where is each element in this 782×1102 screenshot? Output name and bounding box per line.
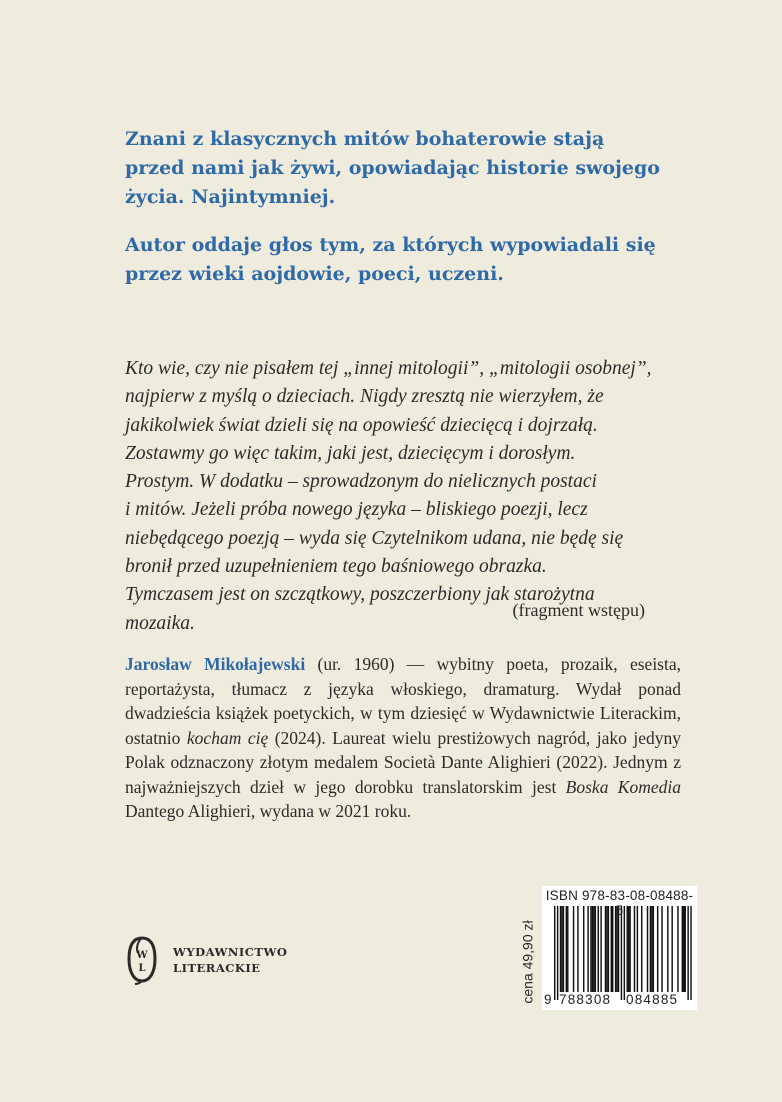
quote-line: i mitów. Jeżeli próba nowego języka – bliskiego poezji, lecz <box>125 499 588 521</box>
barcode-bar <box>677 906 678 992</box>
quote-line: Zostawmy go więc takim, jaki jest, dziecięcym i dorosłym. <box>125 442 576 464</box>
barcode-bar <box>667 906 668 992</box>
barcode-bar <box>616 906 617 992</box>
barcode-bar <box>624 906 625 1000</box>
barcode-bar <box>634 906 635 992</box>
publisher-logo <box>125 935 287 985</box>
barcode-bar <box>600 906 601 992</box>
author-bio <box>125 652 681 824</box>
blurb <box>125 125 665 308</box>
bio-text: (2024). Laureat wielu prestiżowych nagród, jako jedyny Polak odznaczony złotym medalem Società Dante Alighieri (2022). Jednym z najważniejszych dzieł w jego dorobku translatorskim jest <box>125 727 681 797</box>
barcode-bar <box>657 906 658 992</box>
ean-first-digit: 9 <box>544 992 552 1007</box>
barcode-bar <box>566 906 567 992</box>
quote-line: Kto wie, czy nie pisałem tej „innej mitologii”, „mitologii osobnej”, <box>125 358 652 379</box>
book-title: Boska Komedia <box>565 776 681 797</box>
barcode-bar <box>685 906 686 992</box>
barcode-bar <box>628 906 629 992</box>
barcode-bar <box>641 906 642 992</box>
ean-right-group: 084885 <box>626 992 679 1007</box>
barcode-bar <box>595 906 596 992</box>
book-title: kocham cię <box>186 727 269 748</box>
barcode-bar <box>573 906 574 992</box>
barcode-bar <box>583 906 584 992</box>
intro-quote <box>125 355 652 638</box>
quote-source: (fragment wstępu) <box>512 600 645 620</box>
ean-left-group: 788308 <box>559 992 612 1007</box>
barcode-bar <box>647 906 648 992</box>
barcode-bar <box>561 906 562 992</box>
quote-line: Tymczasem jest on szczątkowy, poszczerbiony jak starożytna <box>125 584 595 606</box>
barcode-bar <box>683 906 684 992</box>
barcode-bar <box>629 906 630 992</box>
isbn-number: ISBN 978-83-08-08488-5 <box>545 888 694 918</box>
barcode-bar <box>567 906 568 992</box>
barcode-bar <box>682 906 683 992</box>
barcode-bar <box>606 906 607 992</box>
quote-line: niebędącego poezją – wyda się Czytelnikom udana, nie będę się <box>125 527 624 549</box>
quote-line: bronił przed uzupełnieniem tego baśniowego obrazka. <box>125 556 547 578</box>
publisher-line-1: WYDAWNICTWO <box>173 945 288 959</box>
barcode-bar <box>653 906 654 992</box>
barcode-bar <box>621 906 622 1000</box>
barcode-bar <box>577 906 578 992</box>
author-name: Jarosław Mikołajewski <box>125 654 306 674</box>
quote-line: jakikolwiek świat dzieli się na opowieść dziecięcą i dojrzałą. <box>125 414 598 436</box>
isbn-barcode <box>542 886 697 1010</box>
price-label <box>513 912 543 1012</box>
wl-monogram-icon <box>125 935 159 985</box>
blurb-paragraph-1: Znani z klasycznych mitów bohaterowie stają przed nami jak żywi, opowiadając historie swojego życia. Najintymniej. <box>125 128 660 208</box>
barcode-bar <box>563 906 564 992</box>
barcode-bar <box>590 906 591 992</box>
barcode-bar <box>608 906 609 992</box>
barcode-bar <box>554 906 555 1000</box>
ean-digits <box>542 992 697 1008</box>
quote-line: mozaika. <box>125 612 195 634</box>
barcode-bar <box>627 906 628 992</box>
barcode-bar <box>687 906 688 1000</box>
quote-line: najpierw z myślą o dzieciach. Nigdy zresztą nie wierzyłem, że <box>125 386 604 408</box>
quote-line: Prostym. W dodatku – sprowadzonym do nielicznych postaci <box>125 471 597 493</box>
barcode-bar <box>598 906 599 992</box>
barcode-bar <box>557 906 558 1000</box>
bio-text: (ur. 1960) — wybitny poeta, prozaik, eseista, reportażysta, tłumacz z języka włoskiego, dramaturg. Wydał ponad dwadzieścia książek poetyckich, w tym dziesięć w Wydawnictwie Literackim, ostatnio <box>125 654 681 748</box>
bio-text: Dantego Alighieri, wydana w 2021 roku. <box>125 801 412 821</box>
barcode-bar <box>612 906 613 992</box>
barcode-bar <box>671 906 672 992</box>
barcode-bar <box>587 906 588 992</box>
blurb-paragraph-2: Autor oddaje głos tym, za których wypowiadali się przez wieki aojdowie, poeci, uczeni. <box>125 234 656 285</box>
barcode-bar <box>611 906 612 992</box>
svg-text:L: L <box>138 963 146 974</box>
barcode-bar <box>637 906 638 992</box>
barcode-bar <box>560 906 561 992</box>
publisher-line-2: LITERACKIE <box>173 961 261 975</box>
barcode-bar <box>592 906 593 992</box>
publisher-name <box>173 944 287 976</box>
barcode-bar <box>690 906 691 1000</box>
barcode-bar <box>593 906 594 992</box>
barcode-bar <box>615 906 616 992</box>
barcode-bar <box>651 906 652 992</box>
barcode-bar <box>618 906 619 992</box>
barcode-bar <box>650 906 651 992</box>
barcode-bar <box>661 906 662 992</box>
barcode-bar <box>605 906 606 992</box>
svg-text:W: W <box>136 950 148 961</box>
price-text: cena 49,90 zł <box>520 920 537 1004</box>
